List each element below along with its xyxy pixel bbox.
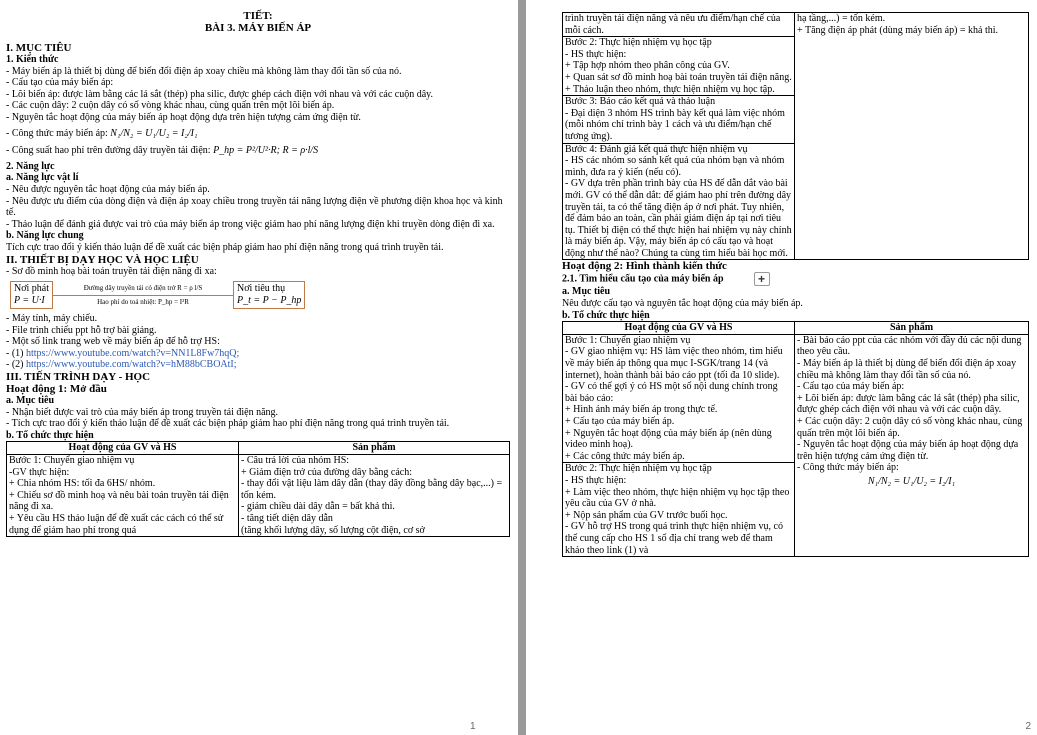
youtube-link-2[interactable]: https://www.youtube.com/watch?v=hM88bCBOAtI; (26, 359, 237, 371)
table-cell-product: - Bài báo cáo ppt của các nhóm với đầy đủ các nội dung theo yêu cầu. - Máy biến áp là thiết bị dùng để biến đổi điện áp xoay chiều mà không làm thay đổi tần số của nó. - Cấu tạo của máy biến áp: + Lõi biến áp: được làm bằng các lá sắt (thép) pha silic, được ghép cách điện với nhau và với các cuộn dây. + Các cuộn dây: 2 cuộn dây có số vòng khác nhau, cùng quấn trên một lõi biến áp. - Nguyên tắc hoạt động của máy biến áp hoạt động dựa trên hiện tượng cảm ứng điện từ. - Công thức máy biến áp: N₁/N₂ = U₁/U₂ = I₂/I₁ (795, 334, 1029, 556)
activity-1-title: Hoạt động 1: Mở đầu (6, 383, 107, 396)
transformer-formula: N₁/N₂ = U₁/U₂ = I₂/I₁ (110, 127, 198, 139)
equipment-item: - Một số link trang web về máy biến áp để hỗ trợ HS: (6, 336, 220, 348)
table-header-product: Sản phẩm (239, 442, 510, 455)
subsection-knowledge: 1. Kiến thức (6, 54, 59, 65)
equipment-item: - Máy tính, máy chiếu. (6, 313, 98, 325)
table-row (563, 13, 1029, 37)
page-number: 2 (1025, 721, 1031, 733)
table-cell-step-2: Bước 2: Thực hiện nhiệm vụ học tập - HS thực hiện: + Làm việc theo nhóm, thực hiện nhiệm vụ học tập theo yêu cầu của GV ở nhà. + Nộp sản phẩm của GV trước buổi học. - GV hỗ trợ HS trong quá trình thực hiện nhiệm vụ, có thể cung cấp cho HS 1 số địa chỉ trang web để tham khảo theo link (1) và (563, 463, 795, 557)
subsection-competency: 2. Năng lực (6, 160, 55, 172)
knowledge-item: - Máy biến áp là thiết bị dùng để biến đổi điện áp xoay chiều mà không làm thay đổi tần số của nó. (6, 65, 402, 77)
objective-item: - Nhận biết được vai trò của máy biến áp trong truyền tải điện năng. (6, 406, 279, 418)
lesson-title: BÀI 3. MÁY BIẾN ÁP (204, 22, 312, 34)
activity-1-objective-heading: a. Mục tiêu (6, 395, 55, 407)
knowledge-power-loss-line: - Công suất hao phí trên đường dây truyền tải điện: P_hp = P²/U²·R; R = ρ·l/S (6, 145, 319, 157)
equipment-item: - Sơ đồ minh hoạ bài toán truyền tải điện năng đi xa: (6, 265, 217, 277)
activity-2-1-title: 2.1. Tìm hiểu cấu tạo của máy biến áp + (562, 272, 1029, 286)
diagram-consumer-box: Nơi tiêu thụ P_t = P − P_hp (233, 281, 305, 309)
activity-2-organization-heading: b. Tổ chức thực hiện (562, 309, 650, 321)
activity-2-table (562, 321, 1029, 557)
table-cell-step-4: Bước 4: Đánh giá kết quả thực hiện nhiệm vụ - HS các nhóm so sánh kết quả của nhóm bạn và nhóm mình, đưa ra ý kiến (nếu có). - GV dựa trên phần trình bày của HS để dẫn dắt vào bài mới. GV có thể dẫn dắt: để giảm hao phí trên đường dây truyền tải, ta có thể tăng điện áp ở nơi phát. Tuy nhiên, để đảm bảo an toàn, cần phải giảm điện áp tại nơi tiêu tụ. Thiết bị điện có thể thực hiện hai nhiệm vụ này chính là máy biến áp. Vậy, máy biến áp có cấu tạo và hoạt động như thế nào? Chúng ta cùng tìm hiểu bài học mới. (563, 143, 795, 260)
link-item-1: - (1) https://www.youtube.com/watch?v=NN1L8Fw7hqQ; (6, 347, 240, 359)
knowledge-item: - Các cuộn dây: 2 cuộn dây có số vòng khác nhau, cùng quấn trên một lõi biến áp. (6, 100, 335, 112)
table-cell-step-3: Bước 3: Báo cáo kết quả và thảo luận - Đại diện 3 nhóm HS trình bày kết quả làm việc nhóm (mỗi nhóm chỉ trình bày 1 cách và ưu điểm/hạn chế tương ứng). (563, 96, 795, 143)
section-procedure: III. TIẾN TRÌNH DẠY - HỌC (6, 371, 151, 384)
table-header-product: Sản phẩm (795, 322, 1029, 335)
objective-item: - Tích cực trao đổi ý kiến thảo luận để đề xuất các biện pháp giảm hao phí điện năng trong quá trình truyền tải. (6, 418, 450, 430)
table-header-activity: Hoạt động của GV và HS (7, 442, 239, 455)
subsection-general-competency: b. Năng lực chung (6, 230, 84, 242)
transformer-formula: N₁/N₂ = U₁/U₂ = I₂/I₁ (867, 475, 956, 487)
knowledge-item: - Nguyên tắc hoạt động của máy biến áp hoạt động dựa trên hiện tượng cảm ứng điện từ. (6, 111, 361, 123)
diagram-source-box: Nơi phát P = U·I (10, 281, 53, 309)
table-cell-product: hạ tầng,...) = tốn kém. + Tăng điện áp phát (dùng máy biến áp) = khả thi. (795, 13, 1029, 260)
youtube-link-1[interactable]: https://www.youtube.com/watch?v=NN1L8Fw7hqQ; (26, 347, 240, 359)
table-cell-step-1: Bước 1: Chuyển giao nhiệm vụ - GV giao nhiệm vụ: HS làm việc theo nhóm, tìm hiểu về máy biến áp thông qua mục I-SGK/trang 14 (và internet), hoàn thành bài báo cáo ppt (tối đa 10 slide). - GV có thể gợi ý có HS một số nội dung chính trong bài báo cáo: + Hình ảnh máy biến áp trong thực tế. + Cấu tạo của máy biến áp. + Nguyên tắc hoạt động của máy biến áp (nên dùng video minh hoạ). + Các công thức máy biến áp. (563, 334, 795, 463)
competency-item: - Nêu được ưu điểm của dòng điện và điện áp xoay chiều trong truyền tải năng lượng điện về phương diện khoa học và kinh tế. (6, 195, 503, 219)
add-button[interactable]: + (754, 272, 770, 286)
activity-1-table (6, 441, 510, 537)
competency-item: - Thảo luận để đánh giá được vai trò của máy biến áp trong việc giảm hao phí năng lượng điện khi truyền dòng điện đi xa. (6, 218, 495, 230)
competency-item: - Nêu được nguyên tắc hoạt động của máy biến áp. (6, 183, 210, 195)
document-page-1 (0, 0, 518, 735)
table-row (563, 334, 1029, 463)
table-cell-product: - Câu trả lời của nhóm HS: + Giảm điện trở của đường dây bằng cách: - thay đổi vật liệu làm dây dẫn (thay dây đồng bằng dây bạc,...) = tốn kém. - giảm chiều dài dây dẫn = bất khả thi. - tăng tiết diện dây dẫn (tăng khối lượng dây, số lượng cột điện, cơ sở (239, 455, 510, 537)
objective-item: Nêu được cấu tạo và nguyên tắc hoạt động của máy biến áp. (562, 298, 803, 310)
link-item-2: - (2) https://www.youtube.com/watch?v=hM88bCBOAtI; (6, 359, 237, 371)
activity-2-title: Hoạt động 2: Hình thành kiến thức (562, 260, 727, 273)
table-header-activity: Hoạt động của GV và HS (563, 322, 795, 335)
document-page-2 (526, 0, 1037, 735)
activity-1-table-continued (562, 12, 1029, 260)
section-objectives: I. MỤC TIÊU (6, 42, 72, 54)
lesson-period: TIẾT: (243, 10, 273, 22)
diagram-transmission-line: Đường dây truyền tải có điện trở R = ρ l/S Hao phí do toả nhiệt: P_hp = I²R (53, 284, 233, 307)
section-equipment: II. THIẾT BỊ DẠY HỌC VÀ HỌC LIỆU (6, 253, 199, 266)
table-cell-activity: trình truyền tải điện năng và nêu ưu điểm/hạn chế của mỗi cách. (563, 13, 795, 37)
subsection-physics-competency: a. Năng lực vật lí (6, 172, 79, 184)
transmission-diagram (10, 281, 510, 309)
knowledge-item: - Lõi biến áp: được làm bằng các lá sắt (thép) pha silic, được ghép cách điện với nhau và với các cuộn dây. (6, 88, 434, 100)
power-loss-formula: P_hp = P²/U²·R; R = ρ·l/S (213, 145, 319, 157)
table-row (7, 455, 510, 537)
knowledge-item: - Cấu tạo của máy biến áp: (6, 77, 114, 89)
table-cell-step-2: Bước 2: Thực hiện nhiệm vụ học tập - HS thực hiện: + Tập hợp nhóm theo phân công của GV. + Quan sát sơ đồ minh hoạ bài toán truyền tải điện năng. + Thảo luận theo nhóm, thực hiện nhiệm vụ học tập. (563, 37, 795, 96)
activity-2-objective-heading: a. Mục tiêu (562, 286, 611, 298)
competency-item: Tích cực trao đổi ý kiến thảo luận để đề xuất các biện pháp giảm hao phí điện năng trong quá trình truyền tải. (6, 241, 444, 253)
knowledge-formula-line: - Công thức máy biến áp: N₁/N₂ = U₁/U₂ = I₂/I₁ (6, 127, 198, 139)
equipment-item: - File trình chiếu ppt hỗ trợ bài giảng. (6, 324, 157, 336)
table-cell-activity: Bước 1: Chuyển giao nhiệm vụ -GV thực hiện: + Chia nhóm HS: tối đa 6HS/ nhóm. + Chiếu sơ đồ minh hoạ và nêu bài toán truyền tải điện năng đi xa. + Yêu cầu HS thảo luận để đề xuất các cách có thể sử dụng để giảm hao phí trong quá (7, 455, 239, 537)
page-number: 1 (470, 721, 476, 733)
activity-1-organization-heading: b. Tổ chức thực hiện (6, 429, 94, 441)
